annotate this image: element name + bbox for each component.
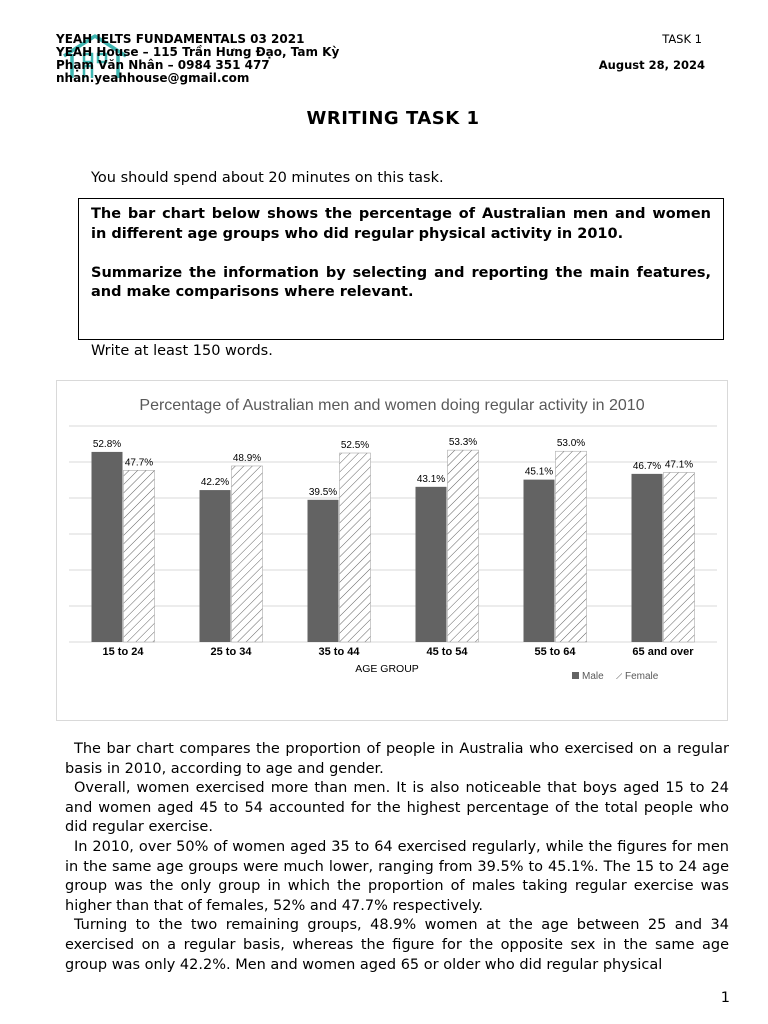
tick-label: 15 to 24: [102, 646, 144, 658]
bar-male-1: [92, 452, 123, 642]
chart-data-labels: [93, 437, 693, 498]
data-label: 52.8%: [92, 438, 122, 450]
tick-label: 25 to 34: [210, 646, 252, 658]
bar-female-4: [448, 450, 479, 642]
legend-label: Female: [625, 671, 659, 682]
data-label: 42.2%: [200, 477, 230, 489]
chart-gridlines: [69, 426, 717, 642]
header-email: nhan.yeahhouse@gmail.com: [56, 71, 250, 85]
bar-female-2: [232, 466, 263, 642]
data-label: 46.7%: [632, 460, 662, 472]
header-course: YEAH IELTS FUNDAMENTALS 03 2021: [56, 32, 305, 46]
data-label: 48.9%: [232, 452, 262, 464]
bar-female-5: [556, 451, 587, 642]
task-prompt-para1: The bar chart below shows the percentage of Australian men and women in different age groups who did regular physical activity in 2010.: [91, 206, 711, 242]
bar-chart: [57, 381, 727, 720]
chart-tick-labels: [103, 646, 695, 658]
chart-legend: [572, 671, 659, 682]
bar-male-5: [524, 480, 555, 642]
bar-male-3: [308, 500, 339, 642]
instruction-time: You should spend about 20 minutes on this task.: [91, 170, 444, 186]
essay-paragraph: Turning to the two remaining groups, 48.9% women at the age between 25 and 34 exercised on a regular basis, whereas the figure for the opposite sex in the same age group was only 42.2%. Men and women aged 65 or older who did regular physical: [65, 917, 729, 973]
header-contact: Phạm Văn Nhân – 0984 351 477: [56, 58, 270, 72]
legend-swatch: [572, 672, 579, 679]
data-label: 39.5%: [308, 486, 338, 498]
essay-paragraph: Overall, women exercised more than men. It is also noticeable that boys aged 15 to 24 and women aged 45 to 54 accounted for the highest percentage of the total people who did regular exercise.: [65, 780, 729, 836]
bar-female-6: [664, 472, 695, 642]
essay-paragraph: In 2010, over 50% of women aged 35 to 64 exercised regularly, while the figures for men in the same age groups were much lower, ranging from 39.5% to 45.1%. The 15 to 24 age group was the only group in which the proportion of males taking regular exercise was higher than that of females, 52% and 47.7% respectively.: [65, 838, 729, 914]
essay-body: [65, 740, 729, 975]
tick-label: 35 to 44: [318, 646, 360, 658]
instruction-words: Write at least 150 words.: [91, 343, 273, 359]
chart-bars: [92, 450, 695, 642]
data-label: 47.7%: [124, 457, 154, 469]
bar-female-3: [340, 453, 371, 642]
header-task-label: TASK 1: [662, 32, 702, 46]
tick-label: 45 to 54: [426, 646, 468, 658]
data-label: 53.3%: [448, 437, 478, 449]
data-label: 53.0%: [556, 438, 586, 450]
legend-swatch: [615, 672, 622, 679]
bar-male-2: [200, 490, 231, 642]
chart-frame: [56, 380, 728, 721]
tick-label: 65 and over: [632, 646, 694, 658]
legend-label: Male: [582, 671, 604, 682]
chart-x-axis-label: AGE GROUP: [355, 663, 419, 675]
header-address: YEAH House – 115 Trần Hưng Đạo, Tam Kỳ: [56, 45, 340, 59]
header-date: August 28, 2024: [598, 58, 705, 72]
essay-paragraph: The bar chart compares the proportion of people in Australia who exercised on a regular basis in 2010, according to age and gender.: [65, 741, 729, 777]
bar-male-4: [416, 487, 447, 642]
bar-male-6: [632, 474, 663, 642]
tick-label: 55 to 64: [534, 646, 576, 658]
page-number: 1: [720, 990, 730, 1006]
task-prompt-box: [78, 198, 724, 340]
data-label: 45.1%: [524, 466, 554, 478]
page-title: WRITING TASK 1: [306, 108, 480, 129]
task-prompt-para2: Summarize the information by selecting and reporting the main features, and make comparisons where relevant.: [91, 264, 711, 300]
data-label: 47.1%: [664, 459, 694, 471]
data-label: 52.5%: [340, 440, 370, 451]
chart-title: Percentage of Australian men and women doing regular activity in 2010: [139, 397, 645, 414]
bar-female-1: [124, 470, 155, 642]
data-label: 43.1%: [416, 473, 446, 485]
